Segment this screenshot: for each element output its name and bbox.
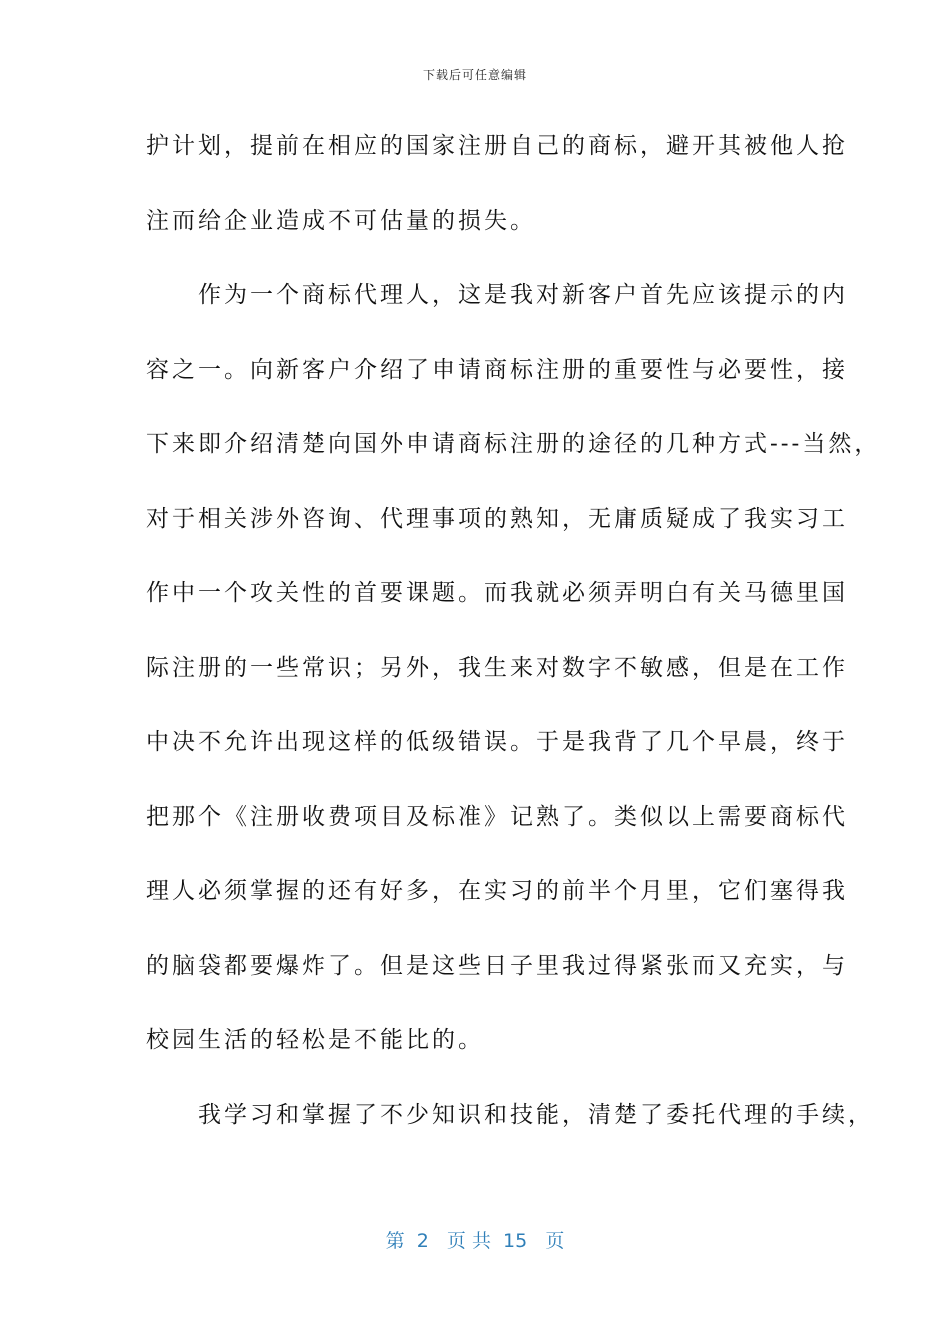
body-line: 下来即介绍清楚向国外申请商标注册的途径的几种方式---当然， [146,431,881,457]
body-line: 对于相关涉外咨询、代理事项的熟知，无庸质疑成了我实习工 [146,505,848,532]
body-line: 把那个《注册收费项目及标准》记熟了。类似以上需要商标代 [146,803,848,830]
body-line: 中决不允许出现这样的低级错误。于是我背了几个早晨，终于 [146,729,848,755]
body-line: 容之一。向新客户介绍了申请商标注册的重要性与必要性，接 [146,356,848,383]
body-line: 际注册的一些常识；另外，我生来对数字不敏感，但是在工作 [146,654,848,681]
document-body [146,120,881,1163]
body-line: 注而给企业造成不可估量的损失。 [146,207,536,234]
body-line: 作为一个商标代理人，这是我对新客户首先应该提示的内 [146,282,848,308]
body-line: 作中一个攻关性的首要课题。而我就必须弄明白有关马德里国 [146,580,848,606]
page-number-footer: 第 2 页 共 15 页 [385,1230,565,1252]
body-line: 的脑袋都要爆炸了。但是这些日子里我过得紧张而又充实，与 [146,952,848,979]
body-line: 我学习和掌握了不少知识和技能，清楚了委托代理的手续， [146,1101,874,1128]
body-line: 理人必须掌握的还有好多，在实习的前半个月里，它们塞得我 [146,878,848,904]
page-header-note: 下载后可任意编辑 [422,68,527,82]
body-line: 护计划，提前在相应的国家注册自己的商标，避开其被他人抢 [146,133,848,159]
body-line: 校园生活的轻松是不能比的。 [146,1027,484,1053]
